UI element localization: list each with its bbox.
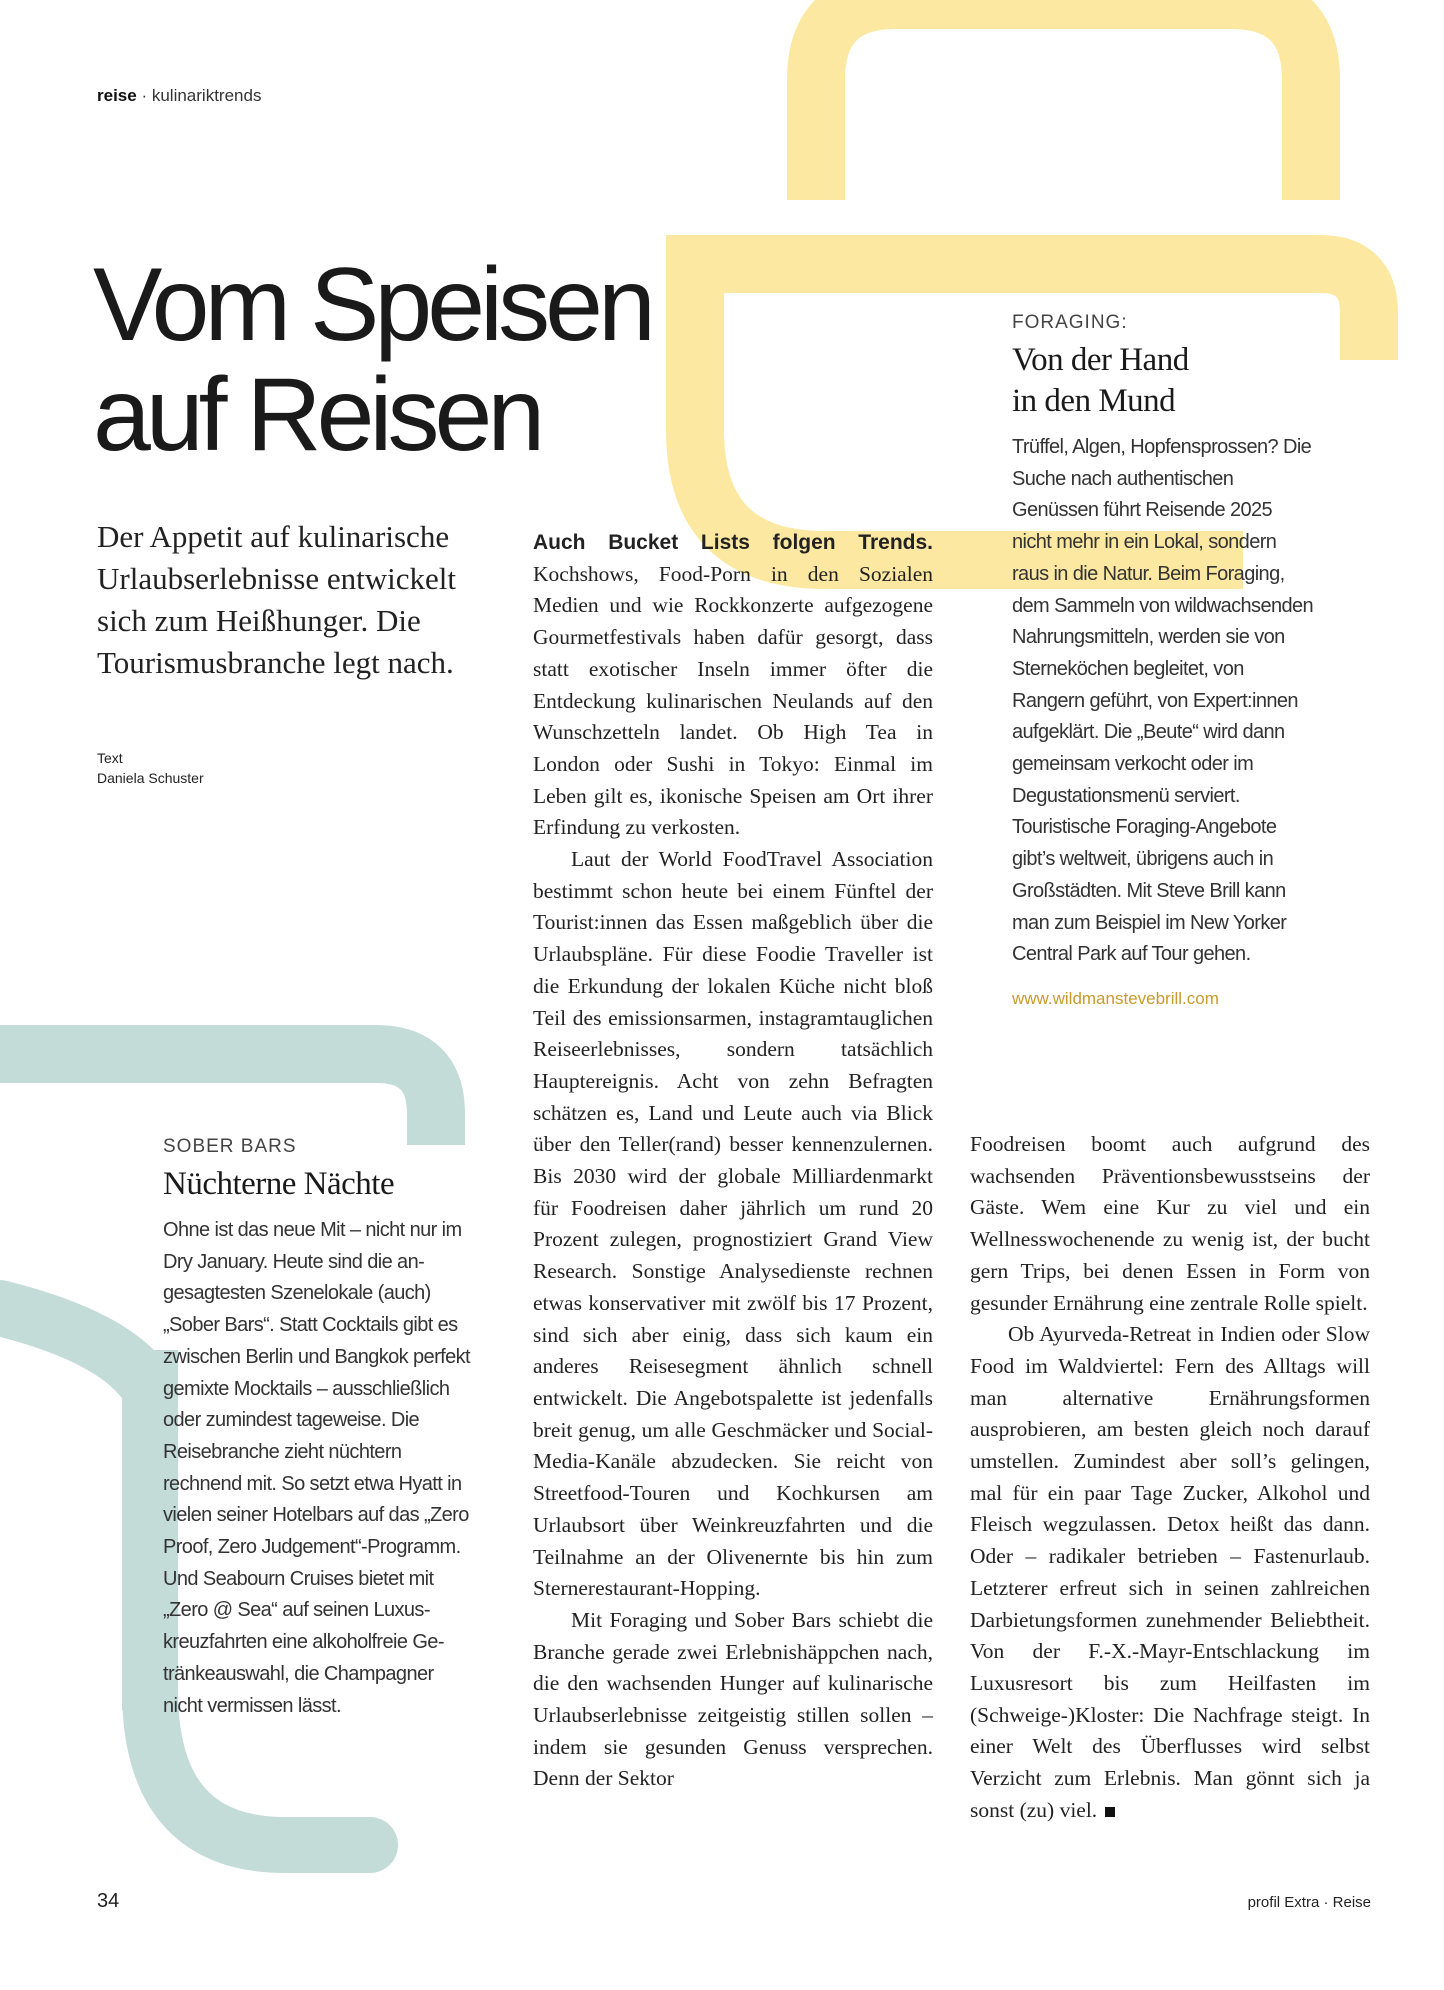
article-column-right (970, 1129, 1370, 1826)
foraging-heading-line-1: Von der Hand (1012, 342, 1189, 378)
foraging-heading (1012, 340, 1315, 422)
footer-separator: · (1323, 1894, 1329, 1911)
article-column-middle (533, 527, 933, 1795)
sober-bars-label: SOBER BARS (163, 1136, 297, 1157)
lead-paragraph: Der Appetit auf kulinarische Urlaubserlebnisse entwickelt sich zum Heißhunger. Die Tourismusbranche legt nach. (97, 519, 456, 680)
article-paragraph-5 (970, 1319, 1370, 1826)
sober-bars-box (163, 1136, 473, 1722)
section-header (97, 86, 261, 106)
footer-section: Reise (1332, 1894, 1371, 1911)
sober-bars-heading: Nüchterne Nächte (163, 1166, 395, 1202)
foraging-body: Trüffel, Algen, Hopfensprossen? Die Suche nach authentischen Genüssen führt Reisende 2025 nicht mehr in ein Lokal, sondern raus in die Natur. Beim Foraging, dem Sammeln von wildwachsenden Nahrungsmitteln, werden sie von Sterneköchen begleitet, von Rangern geführt, von Expert:innen aufgeklärt. Die „Beute“ wird dann gemeinsam verkocht oder im Degustationsmenü serviert. Touristische Foraging-Angebote gibt’s weltweit, übrigens auch in Großstädten. Mit Steve Brill kann man zum Beispiel im New Yorker Central Park auf Tour gehen. (1012, 436, 1314, 966)
article-paragraph-5-text: Ob Ayurveda-Retreat in Indien oder Slow Food im Waldviertel: Fern des Alltags will man alternative Ernährungsformen ausprobieren, am besten gleich noch darauf umstellen. Zumindest aber soll’s gelingen, mal für ein paar Tage Zucker, Alkohol und Fleisch wegzulassen. Detox heißt das dann. Oder – radikaler betrieben – Fastenurlaub. Letzterer erfreut sich in seinen zahlreichen Darbietungsformen zunehmender Beliebtheit. Von der F.-X.-Mayr-Entschlackung im Luxusresort bis zum Heilfasten im (Schweige-)Kloster: Die Nachfrage steigt. In einer Welt des Überflusses wird selbst Verzicht zum Erlebnis. Man gönnt sich ja sonst (zu) viel. (970, 1322, 1370, 1822)
author-credit (97, 748, 204, 788)
page-title (93, 247, 713, 473)
sober-bars-body: Ohne ist das neue Mit – nicht nur im Dry January. Heute sind die angesagtesten Szenelokale (auch) „Sober Bars“. Statt Cocktails gibt es zwischen Berlin und Bangkok perfekt gemixte Mocktails – ausschließlich oder zumindest tageweise. Die Reisebranche zieht nüchtern rechnend mit. So setzt etwa Hyatt in vielen seiner Hotelbars auf das „Zero Proof, Zero Judgement“-Programm. Und Seabourn Cruises bietet mit „Zero @ Sea“ auf seinen Luxuskreuzfahrten eine alkoholfreie Getränkeauswahl, die Champagner nicht vermissen lässt. (163, 1219, 470, 1717)
foraging-link[interactable]: www.wildmanstevebrill.com (1012, 988, 1219, 1008)
article-paragraph-1 (533, 527, 933, 844)
title-line-2: auf Reisen (93, 357, 541, 473)
publication-name: profil Extra (1247, 1894, 1320, 1911)
topic-label: kulinariktrends (151, 86, 262, 105)
header-separator: · (141, 86, 148, 105)
footer-publication (1248, 1894, 1371, 1911)
article-paragraph-2: Laut der World FoodTravel Association bestimmt schon heute bei einem Fünftel der Tourist:innen das Essen maßgeblich über die Urlaubspläne. Für diese Foodie Traveller ist die Erkundung der lokalen Küche nicht bloß Teil des emissionsarmen, instagramtauglichen Reiseerlebnisses, sondern tatsächlich Hauptereignis. Acht von zehn Befragten schätzen es, Land und Leute auch via Blick über den Teller(rand) besser kennenzulernen. Bis 2030 wird der globale Milliardenmarkt für Foodreisen daher jährlich um rund 20 Prozent zulegen, prognostiziert Grand View Research. Sonstige Analysedienste rechnen etwas konservativer mit zwölf bis 17 Prozent, sind sich aber einig, dass sich kaum ein anderes Reisesegment ähnlich schnell entwickelt. Die Angebotspalette ist jedenfalls breit genug, um alle Geschmäcker und Social-Media-Kanäle abzudecken. Sie reicht von Streetfood-Touren und Kochkursen am Urlaubsort über Weinkreuzfahrten und die Teilnahme an der Olivenernte bis hin zum Sternerestaurant-Hopping. (533, 847, 933, 1601)
foraging-box (1012, 312, 1315, 1009)
section-label: reise (97, 86, 137, 105)
article-paragraph-1-text: Kochshows, Food-Porn in den Sozialen Medien und wie Rockkonzerte aufgezogene Gourmetfestivals haben dafür gesorgt, dass statt exotischer Inseln immer öfter die Entdeckung kulinarischen Neulands auf den Wunschzetteln landet. Ob High Tea in London oder Sushi in Tokyo: Einmal im Leben gilt es, ikonische Speisen am Ort ihrer Erfindung zu verkosten. (533, 561, 933, 840)
foraging-label: FORAGING: (1012, 312, 1128, 333)
credit-author: Daniela Schuster (97, 770, 204, 786)
page-number: 34 (97, 1890, 120, 1912)
title-line-1: Vom Speisen (93, 247, 651, 363)
credit-label: Text (97, 750, 123, 766)
article-paragraph-3: Mit Foraging und Sober Bars schiebt die Branche gerade zwei Erlebnishäppchen nach, die den wachsenden Hunger auf kulinarische Urlaubserlebnisse zeitgeistig stillen sollen – indem sie gesunden Genuss versprechen. Denn der Sektor (533, 1607, 933, 1791)
article-paragraph-4: Foodreisen boomt auch aufgrund des wachsenden Präventionsbewusstseins der Gäste. Wem eine Kur zu viel und ein Wellnesswochenende zu wenig ist, der bucht gern Trips, bei denen Essen in Form von gesunder Ernährung eine zentrale Rolle spielt. (970, 1132, 1370, 1315)
end-mark-icon (1105, 1807, 1115, 1817)
article-intro-bold: Auch Bucket Lists folgen Trends. (533, 531, 933, 554)
foraging-heading-line-2: in den Mund (1012, 383, 1176, 419)
